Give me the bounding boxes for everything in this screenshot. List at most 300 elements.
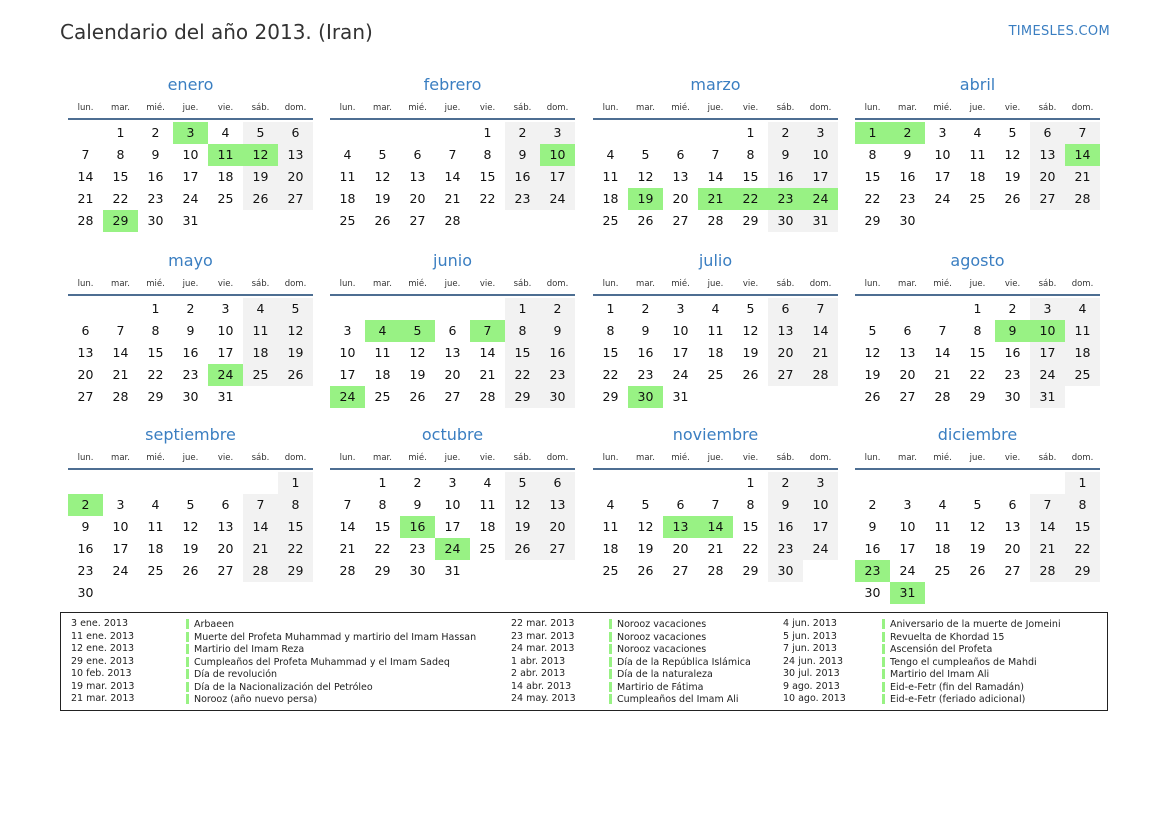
day-cell: 29 <box>742 563 759 578</box>
weekday-label: jue. <box>707 103 724 113</box>
day-cell: 28 <box>243 560 278 582</box>
day-cell: 13 <box>768 320 803 342</box>
day-cell: 23 <box>768 538 803 560</box>
weekday-header <box>855 450 1100 470</box>
day-cell: 22 <box>112 191 129 206</box>
day-cell: 20 <box>768 342 803 364</box>
month-junio <box>330 250 575 430</box>
day-cell: 2 <box>413 475 422 490</box>
day-cell: 17 <box>899 541 916 556</box>
day-cell: 25 <box>707 367 724 382</box>
weekday-label: mar. <box>898 453 917 463</box>
day-cell: 6 <box>221 497 230 512</box>
day-cell: 2 <box>151 125 160 140</box>
weekday-label: mar. <box>373 453 392 463</box>
day-cell: 17 <box>540 166 575 188</box>
day-cell: 27 <box>278 188 313 210</box>
weekday-label: mié. <box>933 279 952 289</box>
day-cell: 25 <box>602 563 619 578</box>
weekday-label: jue. <box>707 279 724 289</box>
legend-row <box>71 668 511 681</box>
weekday-label: mié. <box>408 103 427 113</box>
day-cell: 8 <box>973 323 982 338</box>
day-cell: 21 <box>479 367 496 382</box>
day-cell: 22 <box>1065 538 1100 560</box>
holiday-day-cell: 30 <box>628 386 663 408</box>
holiday-day-cell: 1 <box>855 122 890 144</box>
day-cell: 24 <box>182 191 199 206</box>
day-cell: 14 <box>339 519 356 534</box>
day-cell: 21 <box>707 541 724 556</box>
day-cell: 16 <box>182 345 199 360</box>
holiday-day-cell: 23 <box>768 188 803 210</box>
legend-date: 24 mar. 2013 <box>511 643 575 654</box>
day-cell: 15 <box>742 519 759 534</box>
weekday-label: sáb. <box>1038 103 1057 113</box>
day-cell: 13 <box>77 345 94 360</box>
day-cell: 29 <box>969 389 986 404</box>
legend-holiday-name: Cumpleaños del Imam Ali <box>609 694 739 704</box>
day-cell: 12 <box>969 519 986 534</box>
day-cell: 5 <box>641 147 650 162</box>
weekday-label: jue. <box>444 453 461 463</box>
day-cell: 31 <box>217 389 234 404</box>
day-cell: 11 <box>243 320 278 342</box>
day-cell: 2 <box>868 497 877 512</box>
legend-row <box>71 656 511 669</box>
day-cell: 5 <box>186 497 195 512</box>
day-cell: 13 <box>278 144 313 166</box>
day-cell: 20 <box>1030 166 1065 188</box>
weekday-label: lun. <box>77 279 94 289</box>
day-cell: 30 <box>768 560 803 582</box>
day-cell: 26 <box>637 563 654 578</box>
month-name: febrero <box>423 75 482 94</box>
legend-holiday-name: Martirio del Imam Ali <box>882 669 989 679</box>
day-cell: 9 <box>768 494 803 516</box>
legend-date: 2 abr. 2013 <box>511 668 566 679</box>
weekday-label: vie. <box>1004 453 1021 463</box>
day-cell: 2 <box>641 301 650 316</box>
day-cell: 6 <box>768 298 803 320</box>
day-cell: 3 <box>803 472 838 494</box>
day-cell: 17 <box>934 169 951 184</box>
day-cell: 25 <box>374 389 391 404</box>
weekday-header <box>593 450 838 470</box>
legend-date: 5 jun. 2013 <box>783 630 837 642</box>
holiday-day-cell: 29 <box>103 210 138 232</box>
legend-holiday-name: Arbaeen <box>186 619 234 629</box>
day-cell: 1 <box>606 301 615 316</box>
day-cell: 24 <box>672 367 689 382</box>
day-cell: 10 <box>182 147 199 162</box>
holiday-day-cell: 3 <box>173 122 208 144</box>
legend-date: 22 mar. 2013 <box>511 618 575 629</box>
day-cell: 8 <box>483 147 492 162</box>
day-cell: 25 <box>969 191 986 206</box>
weekday-header <box>855 100 1100 120</box>
weekday-label: lun. <box>864 103 881 113</box>
day-cell: 16 <box>899 169 916 184</box>
day-cell: 6 <box>676 497 685 512</box>
day-grid <box>68 298 313 430</box>
day-cell: 30 <box>540 386 575 408</box>
day-cell: 22 <box>374 541 391 556</box>
legend-date: 23 mar. 2013 <box>511 630 575 642</box>
day-cell: 3 <box>938 125 947 140</box>
day-grid <box>330 472 575 604</box>
day-cell: 7 <box>711 497 720 512</box>
day-cell: 26 <box>505 538 540 560</box>
day-cell: 16 <box>505 166 540 188</box>
day-cell: 1 <box>151 301 160 316</box>
day-cell: 4 <box>973 125 982 140</box>
holiday-day-cell: 14 <box>698 516 733 538</box>
day-cell: 17 <box>339 367 356 382</box>
weekday-header <box>330 276 575 296</box>
weekday-label: lun. <box>339 103 356 113</box>
day-cell: 31 <box>1030 386 1065 408</box>
day-cell: 1 <box>278 472 313 494</box>
day-cell: 2 <box>540 298 575 320</box>
day-cell: 7 <box>938 323 947 338</box>
day-cell: 26 <box>374 213 391 228</box>
day-cell: 19 <box>637 541 654 556</box>
day-cell: 30 <box>182 389 199 404</box>
legend-row <box>511 656 783 669</box>
weekday-label: dom. <box>1071 279 1094 289</box>
month-name: julio <box>698 251 733 270</box>
day-cell: 30 <box>768 210 803 232</box>
day-cell: 6 <box>540 472 575 494</box>
day-cell: 31 <box>803 210 838 232</box>
weekday-label: vie. <box>1004 103 1021 113</box>
weekday-label: mar. <box>111 279 130 289</box>
day-cell: 19 <box>278 342 313 364</box>
legend-holiday-name: Día de la República Islámica <box>609 657 751 667</box>
day-cell: 10 <box>217 323 234 338</box>
month-abril <box>855 74 1100 254</box>
day-cell: 27 <box>540 538 575 560</box>
day-cell: 22 <box>742 541 759 556</box>
day-cell: 20 <box>278 166 313 188</box>
day-cell: 17 <box>112 541 129 556</box>
weekday-header <box>330 450 575 470</box>
month-name: enero <box>167 75 214 94</box>
weekday-label: sáb. <box>251 279 270 289</box>
day-cell: 17 <box>217 345 234 360</box>
weekday-label: jue. <box>182 103 199 113</box>
legend-row <box>511 693 783 706</box>
day-cell: 25 <box>339 213 356 228</box>
day-cell: 3 <box>448 475 457 490</box>
day-cell: 3 <box>540 122 575 144</box>
weekday-label: dom. <box>809 453 832 463</box>
day-cell: 9 <box>413 497 422 512</box>
day-cell: 15 <box>374 519 391 534</box>
day-cell: 27 <box>1004 563 1021 578</box>
day-cell: 27 <box>768 364 803 386</box>
day-grid <box>593 122 838 254</box>
weekday-label: lun. <box>602 279 619 289</box>
day-cell: 12 <box>742 323 759 338</box>
day-cell: 12 <box>637 519 654 534</box>
month-julio <box>593 250 838 430</box>
day-cell: 3 <box>903 497 912 512</box>
day-cell: 27 <box>1030 188 1065 210</box>
day-cell: 2 <box>1008 301 1017 316</box>
weekday-label: vie. <box>742 453 759 463</box>
day-cell: 9 <box>868 519 877 534</box>
day-cell: 22 <box>864 191 881 206</box>
day-cell: 6 <box>448 323 457 338</box>
weekday-label: mié. <box>671 279 690 289</box>
day-cell: 7 <box>243 494 278 516</box>
legend-row <box>511 618 783 631</box>
day-cell: 14 <box>444 169 461 184</box>
day-cell: 10 <box>803 494 838 516</box>
weekday-label: vie. <box>479 279 496 289</box>
day-cell: 27 <box>672 213 689 228</box>
legend-holiday-name: Ascensión del Profeta <box>882 644 992 654</box>
day-cell: 11 <box>1065 320 1100 342</box>
legend-row <box>783 643 1103 656</box>
legend-date: 19 mar. 2013 <box>71 680 135 692</box>
legend-date: 4 jun. 2013 <box>783 618 837 629</box>
day-cell: 8 <box>746 147 755 162</box>
weekday-label: vie. <box>217 279 234 289</box>
day-cell: 4 <box>938 497 947 512</box>
day-cell: 22 <box>969 367 986 382</box>
day-cell: 16 <box>1004 345 1021 360</box>
day-cell: 20 <box>77 367 94 382</box>
day-cell: 5 <box>973 497 982 512</box>
day-cell: 10 <box>339 345 356 360</box>
day-cell: 7 <box>116 323 125 338</box>
day-cell: 6 <box>413 147 422 162</box>
day-cell: 20 <box>540 516 575 538</box>
day-cell: 26 <box>742 367 759 382</box>
day-cell: 11 <box>339 169 356 184</box>
day-cell: 7 <box>343 497 352 512</box>
weekday-label: vie. <box>217 103 234 113</box>
month-noviembre <box>593 424 838 604</box>
legend-holiday-name: Aniversario de la muerte de Jomeini <box>882 619 1061 629</box>
day-cell: 18 <box>602 541 619 556</box>
day-cell: 15 <box>147 345 164 360</box>
weekday-label: mié. <box>408 279 427 289</box>
month-name: noviembre <box>672 425 759 444</box>
day-cell: 18 <box>147 541 164 556</box>
day-cell: 25 <box>147 563 164 578</box>
legend-row <box>511 681 783 694</box>
day-cell: 7 <box>81 147 90 162</box>
day-cell: 17 <box>444 519 461 534</box>
day-cell: 28 <box>707 563 724 578</box>
weekday-label: mié. <box>671 103 690 113</box>
day-cell: 20 <box>217 541 234 556</box>
month-name: mayo <box>168 251 213 270</box>
day-cell: 20 <box>444 367 461 382</box>
day-cell: 9 <box>186 323 195 338</box>
day-cell: 10 <box>803 144 838 166</box>
weekday-label: mar. <box>373 279 392 289</box>
legend-column-3 <box>783 618 1103 706</box>
day-cell: 6 <box>278 122 313 144</box>
day-cell: 12 <box>182 519 199 534</box>
month-name: abril <box>959 75 996 94</box>
day-cell: 27 <box>899 389 916 404</box>
day-cell: 18 <box>1065 342 1100 364</box>
day-cell: 30 <box>864 585 881 600</box>
day-cell: 12 <box>374 169 391 184</box>
day-cell: 20 <box>1004 541 1021 556</box>
day-cell: 28 <box>112 389 129 404</box>
legend-holiday-name: Tengo el cumpleaños de Mahdi <box>882 657 1037 667</box>
day-cell: 29 <box>278 560 313 582</box>
day-cell: 4 <box>343 147 352 162</box>
day-cell: 8 <box>278 494 313 516</box>
day-cell: 12 <box>637 169 654 184</box>
day-cell: 29 <box>1065 560 1100 582</box>
legend-holiday-name: Eid-e-Fetr (feriado adicional) <box>882 694 1025 704</box>
weekday-label: lun. <box>864 279 881 289</box>
holiday-day-cell: 10 <box>1030 320 1065 342</box>
day-cell: 19 <box>409 367 426 382</box>
day-grid <box>593 472 838 604</box>
day-cell: 12 <box>864 345 881 360</box>
day-cell: 4 <box>243 298 278 320</box>
legend-holiday-name: Norooz vacaciones <box>609 644 706 654</box>
day-grid <box>330 122 575 254</box>
brand-logo-text[interactable]: TIMESLES.COM <box>1008 24 1110 39</box>
day-cell: 3 <box>116 497 125 512</box>
month-agosto <box>855 250 1100 430</box>
day-cell: 3 <box>803 122 838 144</box>
weekday-label: jue. <box>444 279 461 289</box>
day-cell: 1 <box>1065 472 1100 494</box>
holiday-day-cell: 11 <box>208 144 243 166</box>
day-cell: 28 <box>444 213 461 228</box>
day-cell: 26 <box>243 188 278 210</box>
day-cell: 1 <box>973 301 982 316</box>
weekday-header <box>68 450 313 470</box>
day-cell: 19 <box>742 345 759 360</box>
legend-row <box>71 643 511 656</box>
legend-row <box>511 631 783 644</box>
legend-date: 3 ene. 2013 <box>71 618 128 629</box>
day-cell: 28 <box>77 213 94 228</box>
day-cell: 8 <box>378 497 387 512</box>
legend-holiday-name: Norooz vacaciones <box>609 632 706 642</box>
weekday-label: mar. <box>898 103 917 113</box>
weekday-header <box>68 276 313 296</box>
legend-holiday-name: Día de revolución <box>186 669 277 679</box>
day-grid <box>68 122 313 254</box>
day-cell: 12 <box>409 345 426 360</box>
weekday-label: dom. <box>546 279 569 289</box>
weekday-label: jue. <box>182 453 199 463</box>
day-cell: 21 <box>77 191 94 206</box>
legend-date: 24 may. 2013 <box>511 693 576 704</box>
weekday-label: dom. <box>809 279 832 289</box>
legend-row <box>71 618 511 631</box>
day-cell: 30 <box>1004 389 1021 404</box>
day-cell: 29 <box>742 213 759 228</box>
legend-holiday-name: Norooz (año nuevo persa) <box>186 694 317 704</box>
day-cell: 17 <box>672 345 689 360</box>
weekday-label: sáb. <box>776 103 795 113</box>
day-cell: 17 <box>803 516 838 538</box>
month-febrero <box>330 74 575 254</box>
day-cell: 23 <box>409 541 426 556</box>
day-cell: 18 <box>339 191 356 206</box>
day-cell: 5 <box>243 122 278 144</box>
holiday-day-cell: 13 <box>663 516 698 538</box>
day-cell: 1 <box>116 125 125 140</box>
day-cell: 17 <box>182 169 199 184</box>
day-cell: 30 <box>77 585 94 600</box>
holiday-day-cell: 24 <box>330 386 365 408</box>
weekday-label: dom. <box>284 279 307 289</box>
day-cell: 4 <box>151 497 160 512</box>
weekday-label: sáb. <box>251 103 270 113</box>
weekday-label: jue. <box>707 453 724 463</box>
holiday-day-cell: 16 <box>400 516 435 538</box>
weekday-label: vie. <box>742 103 759 113</box>
day-cell: 11 <box>707 323 724 338</box>
day-cell: 13 <box>217 519 234 534</box>
weekday-label: sáb. <box>513 103 532 113</box>
day-cell: 23 <box>1004 367 1021 382</box>
month-name: marzo <box>690 75 741 94</box>
day-cell: 7 <box>1030 494 1065 516</box>
day-cell: 17 <box>1030 342 1065 364</box>
day-cell: 31 <box>444 563 461 578</box>
day-cell: 25 <box>243 364 278 386</box>
day-cell: 10 <box>934 147 951 162</box>
month-diciembre <box>855 424 1100 604</box>
day-cell: 5 <box>278 298 313 320</box>
day-cell: 11 <box>602 169 619 184</box>
day-cell: 30 <box>147 213 164 228</box>
day-cell: 3 <box>221 301 230 316</box>
legend-column-2 <box>511 618 783 706</box>
day-cell: 18 <box>374 367 391 382</box>
day-grid <box>855 122 1100 254</box>
day-cell: 29 <box>602 389 619 404</box>
month-name: junio <box>433 251 472 270</box>
day-cell: 28 <box>1030 560 1065 582</box>
weekday-label: sáb. <box>1038 453 1057 463</box>
day-cell: 24 <box>540 188 575 210</box>
day-cell: 26 <box>409 389 426 404</box>
legend-date: 14 abr. 2013 <box>511 680 572 692</box>
day-cell: 14 <box>707 169 724 184</box>
weekday-label: mié. <box>408 453 427 463</box>
day-cell: 11 <box>602 519 619 534</box>
holiday-day-cell: 24 <box>803 188 838 210</box>
day-cell: 27 <box>409 213 426 228</box>
day-cell: 19 <box>505 516 540 538</box>
day-cell: 19 <box>182 541 199 556</box>
day-cell: 19 <box>243 166 278 188</box>
month-name: diciembre <box>937 425 1018 444</box>
day-cell: 14 <box>803 320 838 342</box>
day-cell: 27 <box>444 389 461 404</box>
day-cell: 18 <box>602 191 619 206</box>
month-marzo <box>593 74 838 254</box>
